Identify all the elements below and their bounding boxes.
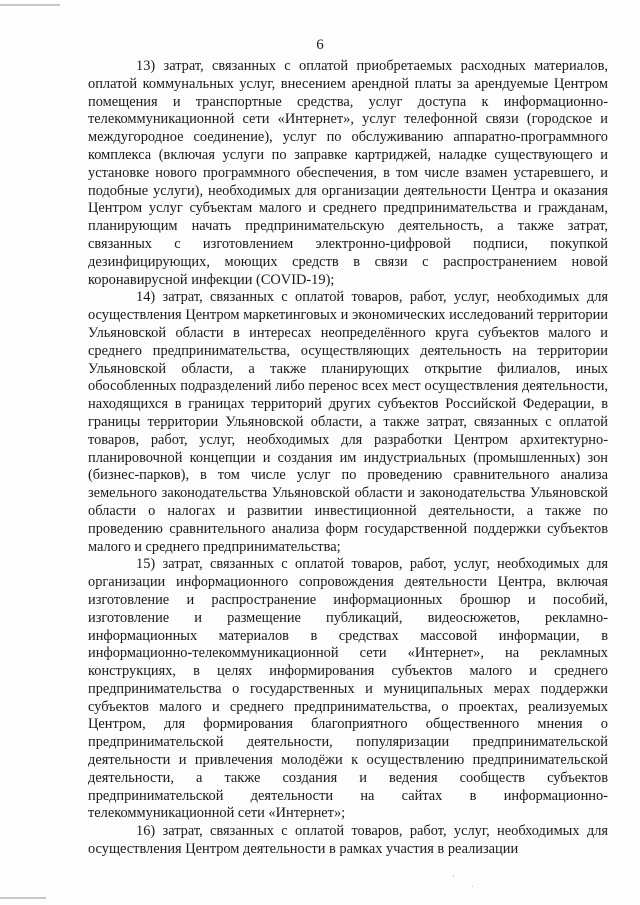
- paragraph-16: 16) затрат, связанных с оплатой товаров, работ, услуг, необходимых для осуществления Центром деятельности в рамках участия в реализации: [88, 823, 608, 858]
- paragraph-14: 14) затрат, связанных с оплатой товаров, работ, услуг, необходимых для осуществления Центром маркетинговых и экономических исследований территории Ульяновской области в интересах неопределённого круга субъектов малого и среднего предпринимательства, осуществляющих деятельность на территории Ульяновской области, а также планирующих открытие филиалов, иных обособленных подразделений либо перенос всех мест осуществления деятельности, находящихся в границах территорий других субъектов Российской Федерации, в границы территории Ульяновской области, а также затрат, связанных с оплатой товаров, работ, услуг, необходимых для разработки Центром архитектурно-планировочной концепции и создания им индустриальных (промышленных) зон (бизнес-парков), в том числе услуг по проведению сравнительного анализа земельного законодательства Ульяновской области и законодательства Ульяновской области о налогах и развитии инвестиционной деятельности, а также по проведению сравнительного анализа форм государственной поддержки субъектов малого и среднего предпринимательства;: [88, 289, 608, 555]
- paragraph-15: 15) затрат, связанных с оплатой товаров, работ, услуг, необходимых для организации информационного сопровождения деятельности Центра, включая изготовление и распространение информационных брошюр и пособий, изготовление и размещение публикаций, видеосюжетов, рекламно-информационных материалов в средствах массовой информации, в информационно-телекоммуникационной сети «Интернет», на рекламных конструкциях, в целях информирования субъектов малого и среднего предпринимательства о государственных и муниципальных мерах поддержки субъектов малого и среднего предпринимательства, о проектах, реализуемых Центром, для формирования благоприятного общественного мнения о предпринимательской деятельности, популяризации предпринимательской деятельности и привлечения молодёжи к осуществлению предпринимательской деятельности, а также создания и ведения сообществ субъектов предпринимательской деятельности на сайтах в информационно-телекоммуникационной сети «Интернет»;: [88, 556, 608, 822]
- document-body: [88, 58, 608, 859]
- page-number: 6: [316, 37, 324, 53]
- scan-speck: ˙: [470, 886, 475, 896]
- scan-edge-mark: [0, 4, 60, 6]
- scan-speck: ·: [452, 872, 455, 882]
- paragraph-13: 13) затрат, связанных с оплатой приобретаемых расходных материалов, оплатой коммунальных услуг, внесением арендной платы за арендуемые Центром помещения и транспортные средства, услуг доступа к информационно-телекоммуникационной сети «Интернет», услуг телефонной связи (городское и междугородное соединение), услуг по обслуживанию аппаратно-программного комплекса (включая услуги по заправке картриджей, наладке существующего и установке нового программного обеспечения, в том числе взамен устаревшего, и подобные услуги), необходимых для организации деятельности Центра и оказания Центром услуг субъектам малого и среднего предпринимательства и гражданам, планирующим начать предпринимательскую деятельность, а также затрат, связанных с изготовлением электронно-цифровой подписи, покупкой дезинфицирующих, моющих средств в связи с распространением новой коронавирусной инфекции (COVID-19);: [88, 58, 608, 288]
- scan-edge-mark: [0, 897, 46, 899]
